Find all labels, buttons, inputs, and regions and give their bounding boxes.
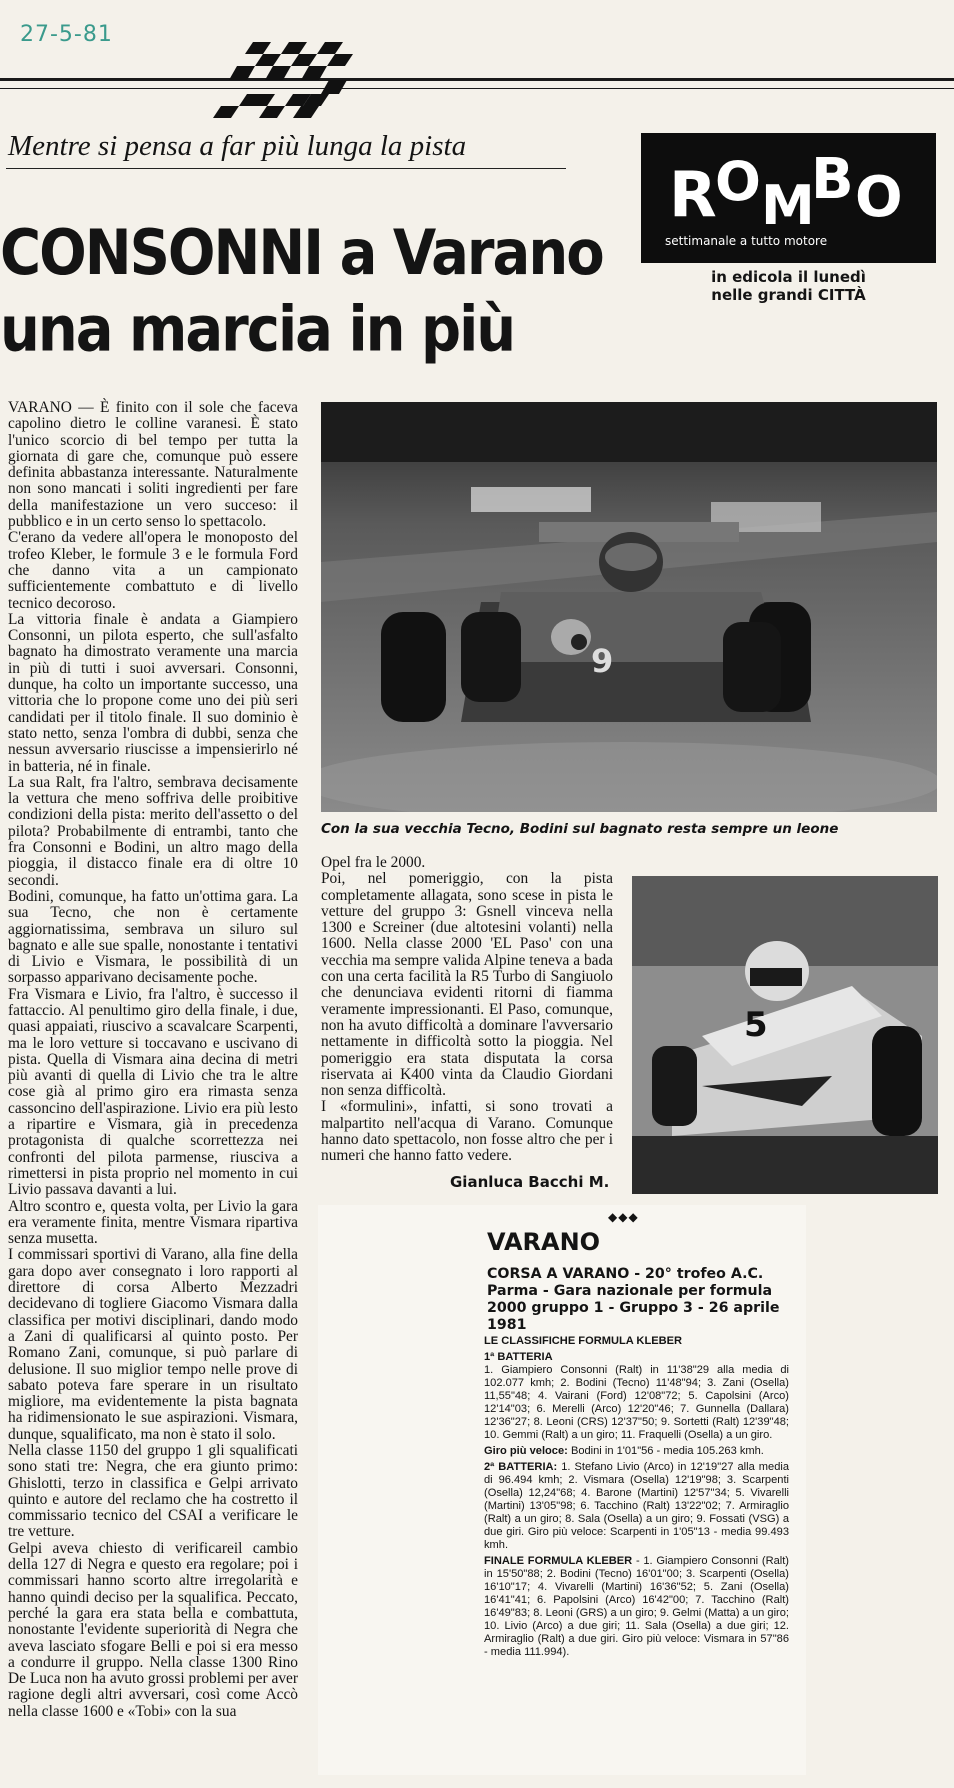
headline bbox=[0, 216, 603, 368]
article-paragraph: Gelpi aveva chiesto di verificareil cambio della 127 di Negra e questo era regolare; poi i commissari hanno scorto altre irregolarità e hanno quindi deciso per la squalifica. Peccato, perché la gara era stata bella e combattuta, nonostante l'evidente superiorità di Negra che aveva lasciato sfogare Belli e poi si era messo a condurre il gruppo. Nella classe 1300 Rino De Luca non ha avuto grossi problemi per aver ragione degli altri avversari, così come Accò nella classe 1600 e «Tobi» con la sua bbox=[8, 1539, 298, 1720]
article-paragraph: Nella classe 1150 del gruppo 1 gli squalificati sono stati tre: Negra, che era giunto primo: Ghislotti, terzo in classifica e Gelpi arrivato quinto e autore del reclamo che ha costretto il commissario tecnico del CSAI a verificare le tre vetture. bbox=[8, 1442, 298, 1541]
byline: Gianluca Bacchi M. bbox=[450, 1173, 610, 1191]
top-rule-thin bbox=[0, 88, 954, 89]
rombo-logo bbox=[665, 150, 910, 230]
results-section: FINALE FORMULA KLEBER - 1. Giampiero Consonni (Ralt) in 15'50"88; 2. Bodini (Tecno) 16'01"00; 3. Scarpenti (Osella) 16'10"17; 4. Vivarelli (Martini) 16'36"52; 5. Zani (Osella) 16'41"41; 6. Papolsini (Arco) 16'42"00; 7. Tacchino (Ralt) 16'49"83; 8. Leoni (GRS) a un giro; 9. Gelmi (Matta) a un giro; 10. Livio (Arco) a due giri; 11. Sala (Osella) a due giri; 12. Armiraglio (Ralt) a due giri. Giro più veloce: Vismara in 57"86 - media 111.994). bbox=[484, 1555, 789, 1658]
rombo-subtitle: settimanale a tutto motore bbox=[665, 234, 828, 248]
svg-text:R: R bbox=[669, 158, 717, 230]
kicker: Mentre si pensa a far più lunga la pista bbox=[8, 130, 467, 162]
rombo-tagline-2: nelle grandi CITTÀ bbox=[711, 286, 866, 304]
rombo-tagline bbox=[641, 268, 936, 304]
article-paragraph: Fra Vismara e Livio, fra l'altro, è successo il fattaccio. Al penultimo giro della finale, i due, quasi appaiati, riuscivo a scavalcare Scarpenti, ma le loro vetture si toccavano e uscivano di pista. Quella di Vismara aina decina di metri più avanti di quella di Livio che tra le altre cose già al primo giro era rimasta senza cassoncino dell'aspirazione. Livio era più lesto a ripartire e Vismara, già in precedenza protagonista di qualche scorrettezza nei confronti del pilota parmense, riusciva a rimettersi in pista proprio nel momento in cui Livio passava davanti a lui. bbox=[8, 985, 298, 1199]
article-paragraph: C'erano da vedere all'opera le monoposto del trofeo Kleber, le formule 3 e le formula Ford che danno vita a un campionato sufficientemente combattuto e di livello tecnico decoroso. bbox=[8, 529, 298, 612]
results-subtitle: CORSA A VARANO - 20° trofeo A.C. Parma - Gara nazionale per formula 2000 gruppo 1 - Gruppo 3 - 26 aprile 1981 bbox=[487, 1266, 780, 1333]
article-paragraph: Opel fra le 2000. bbox=[321, 854, 426, 871]
headline-line-2: una marcia in più bbox=[0, 293, 515, 367]
results-section: Giro più veloce: Bodini in 1'01"56 - media 105.263 kmh. bbox=[484, 1445, 764, 1457]
results-section: 1ª BATTERIA 1. Giampiero Consonni (Ralt) in 11'38"29 alla media di 102.077 kmh; 2. Bodini (Tecno) 11'48"94; 3. Zani (Osella) 11,55"48; 4. Vairani (Ford) 12'08"72; 5. Capolsini (Arco) 12'14"03; 6. Merelli (Arco) 12'20"46; 7. Gunnella (Dallara) 12'36"27; 8. Leoni (CRS) 12'37"50; 9. Sortetti (Ralt) 12'39"48; 10. Gemmi (Ralt) a un giro; 11. Fraquelli (Osella) a un giro. bbox=[484, 1351, 789, 1441]
kicker-rule bbox=[6, 168, 566, 169]
handwritten-date: 27-5-81 bbox=[20, 22, 113, 47]
article-paragraph: La sua Ralt, fra l'altro, sembrava decisamente la vettura che meno soffriva delle proibitive condizioni della pista: merito dell'assetto o del pilota? Probabilmente di entrambi, tanto che fra Consonni e Bodini, un altro mago della pioggia, il distacco finale era di oltre 10 secondi. bbox=[8, 773, 298, 889]
results-section: LE CLASSIFICHE FORMULA KLEBER bbox=[484, 1335, 683, 1347]
article-column-2 bbox=[321, 855, 613, 1165]
article-paragraph: Altro scontro e, questa volta, per Livio la gara era veramente finita, mentre Vismara ripartiva senza musetta. bbox=[8, 1197, 298, 1248]
svg-text:B: B bbox=[811, 150, 854, 212]
results-bullets: ◆◆◆ bbox=[608, 1210, 639, 1224]
article-paragraph: Bodini, comunque, ha fatto un'ottima gara. La sua Tecno, che non è certamente aggiornatissima, sembrava un siluro sul bagnato e alle sue spalle, nonostante i tentativi di Livio e Vismara, le possibilità di un sorpasso apparivano decisamente poche. bbox=[8, 887, 298, 987]
article-paragraph: VARANO — È finito con il sole che faceva capolino dietro le colline varanesi. È stato l'unico scorcio di bel tempo per tutta la giornata di gare che, comunque può essere definita abbastanza interessante. Naturalmente non sono mancati i soliti ingredienti per fare della manifestazione un vero succeso: il pubblico e in un certo senso lo spettacolo. bbox=[8, 399, 298, 531]
svg-text:O: O bbox=[715, 150, 761, 213]
results-title: VARANO bbox=[487, 1228, 601, 1256]
svg-text:O: O bbox=[855, 165, 903, 230]
article-paragraph: Poi, nel pomeriggio, con la pista completamente allagata, sono scese in pista le vetture del gruppo 3: Gsnell vinceva nella 1300 e Screiner (due altotesini volanti) nella 1600. Nella classe 2000 'EL Paso' con una vecchia ma sempre valida Alpine teneva a bada con una certa facilità la R5 Turbo di Sangiuolo che denunciava evidenti ritorni di fiamma veramente impressionanti. El Paso, comunque, non ha avuto difficoltà a dominare l'avversario nettamente in difficoltà sotto la pioggia. Nel pomeriggio era stata disputata la corsa riservata ai K400 vinta da Claudio Giordani non senza difficoltà. bbox=[321, 870, 613, 1100]
results-section: 2ª BATTERIA: 1. Stefano Livio (Arco) in 12'19"27 alla media di 96.494 kmh; 2. Vismara (Osella) 12'19"98; 3. Scarpenti (Osella) 12,24"68; 4. Barone (Martini) 12'57"34; 5. Vivarelli (Martini) 13'05"98; 6. Tacchino (Ralt) 13'22"02; 7. Armiraglio (Ralt) a un giro; 8. Sala (Osella) a un giro; 9. Fossati (VSG) a due giri. Giro più veloce: Scarpenti in 1'05"13 - media 99.493 kmh. bbox=[484, 1461, 789, 1551]
article-paragraph: La vittoria finale è andata a Giampiero Consonni, un pilota esperto, che sull'asfalto bagnato ha dimostrato veramente una marcia in più di tutti i suoi avversari. Consonni, dunque, ha colto un importante successo, una vittoria che lo propone come uno dei più seri candidati per il titolo finale. Il suo dominio è stato netto, senza l'ombra di dubbi, senza che nessun avversario riuscisse a impensierirlo né in batteria, né in finale. bbox=[8, 610, 298, 775]
headline-line-1: CONSONNI a Varano bbox=[0, 217, 603, 290]
svg-text:M: M bbox=[761, 174, 815, 230]
article-paragraph: I commissari sportivi di Varano, alla fine della gara dopo aver consegnato i loro rapporti al direttore di corsa Alberto Mezzadri decidevano di togliere Giacomo Vismara dalla classifica per motivi disciplinari, dando modo a Zani di qualificarsi al quinto posto. Per Romano Zani, comunque, si può parlare di delusione. Il suo miglior tempo nelle prove di sabato poteva fare sperare in un risultato migliore, ma evidentemente la pista bagnata ha ridimensionato le sue aspirazioni. Vismara, dunque, squalificato, ma non è stato il solo. bbox=[8, 1246, 298, 1443]
race-photo-bodini bbox=[321, 402, 937, 812]
article-paragraph: I «formulini», infatti, si sono trovati a malpartito nell'acqua di Varano. Comunque hanno dato spettacolo, non fosse altro che per i numeri che hanno fatto vedere. bbox=[321, 1098, 613, 1165]
svg-text:5: 5 bbox=[744, 1005, 768, 1045]
race-photo-car-5 bbox=[632, 876, 938, 1194]
top-rule bbox=[0, 78, 954, 81]
rombo-tagline-1: in edicola il lunedì bbox=[711, 268, 866, 286]
checkered-flag-icon bbox=[213, 42, 353, 118]
svg-text:9: 9 bbox=[591, 642, 614, 680]
results-body bbox=[484, 1335, 789, 1662]
photo-caption: Con la sua vecchia Tecno, Bodini sul bagnato resta sempre un leone bbox=[321, 821, 839, 837]
article-column-1 bbox=[8, 400, 298, 1720]
